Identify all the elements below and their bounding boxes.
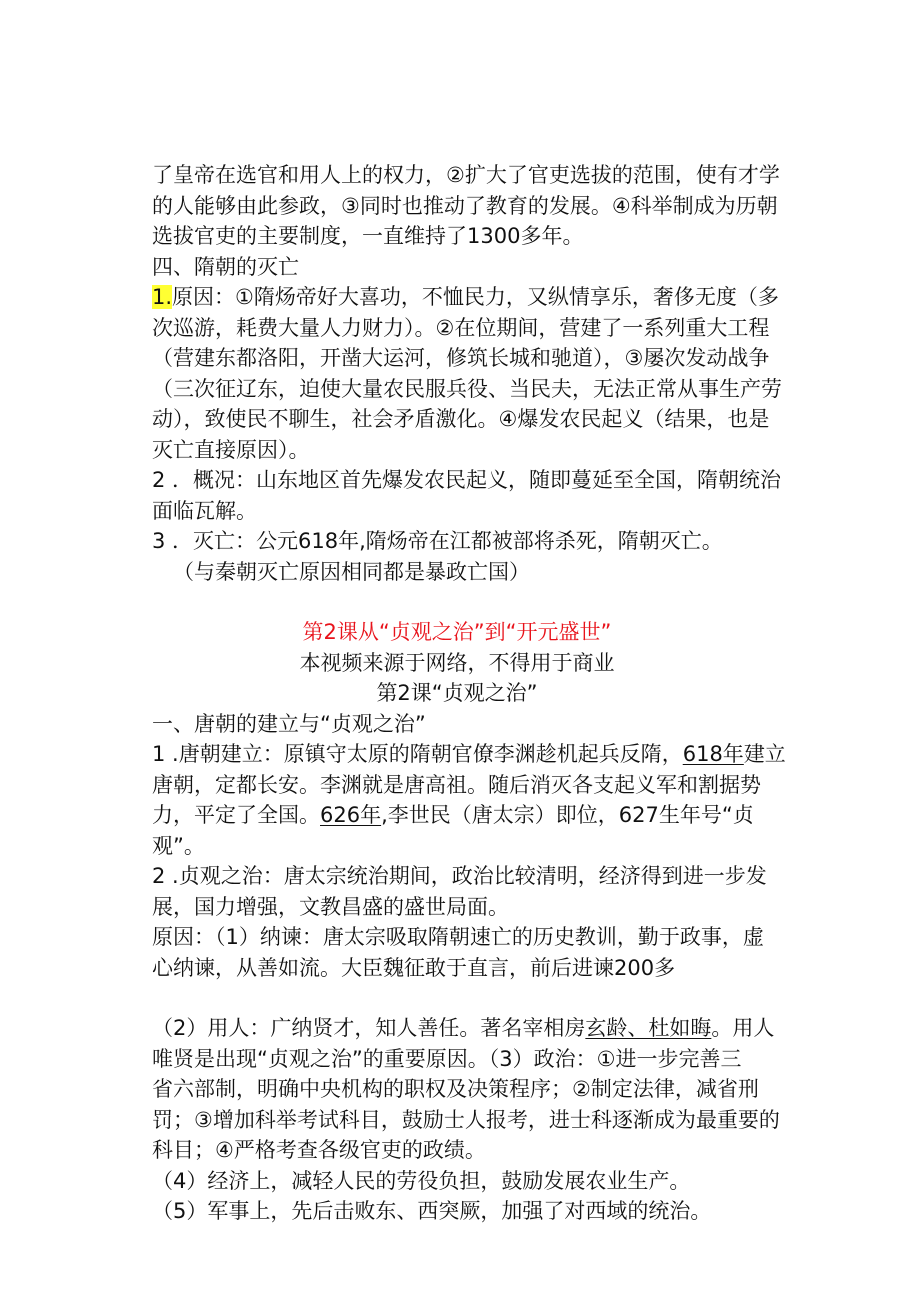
lesson-subtitle: 第2课“贞观之治” (376, 681, 538, 705)
text-line: 次巡游，耗费大量人力财力）。②在位期间，营建了一系列重大工程 (152, 315, 770, 340)
lesson-title: 第2课从“贞观之治”到“开元盛世” (302, 620, 612, 644)
cause-text: 原因：①隋炀帝好大喜功，不恤民力，又纵情享乐，奢侈无度（多 (172, 285, 779, 309)
cause-paragraph-first-line (152, 282, 779, 313)
text-line: 观”。 (152, 833, 205, 858)
text-line: 灭亡直接原因）。 (152, 437, 310, 462)
text-line: 选拔官吏的主要制度，一直维持了1300多年。 (152, 224, 584, 248)
text-line: 原因：（1）纳谏：唐太宗吸取隋朝速亡的历史教训，勤于政事，虚 (152, 925, 764, 949)
text-line: 的人能够由此参政，③同时也推动了教育的发展。④科举制成为历朝 (152, 193, 778, 218)
underlined-year: 618年 (682, 742, 744, 766)
text-line: 展，国力增强，文教昌盛的盛世局面。 (152, 894, 509, 919)
underlined-year: 626年 (320, 803, 382, 827)
highlighted-number-marker: 1. (152, 285, 173, 309)
text-line: 2 .贞观之治：唐太宗统治期间，政治比较清明，经济得到进一步发 (152, 864, 767, 888)
underlined-names: 玄龄、杜如晦 (585, 1016, 712, 1040)
spacer (152, 983, 762, 1013)
spacer (152, 587, 762, 617)
text-span: 。用人 (711, 1016, 775, 1040)
founding-line-3 (152, 800, 762, 831)
text-line: （三次征辽东，迫使大量农民服兵役、当民夫，无法正常从事生产劳 (152, 376, 782, 401)
founding-line-1 (152, 739, 786, 770)
talent-line (152, 1013, 775, 1044)
text-line: 唐朝，定都长安。李渊就是唐高祖。随后消灭各支起义军和割据势 (152, 772, 761, 797)
text-line: （4）经济上，减轻人民的劳役负担，鼓励发展农业生产。 (152, 1168, 691, 1193)
text-line: 唯贤是出现“贞观之治”的重要原因。（3）政治：①进一步完善三 (152, 1046, 742, 1071)
text-span: ,李世民（唐太宗）即位，627生年号“贞 (381, 803, 754, 827)
text-line: 动），致使民不聊生，社会矛盾激化。④爆发农民起义（结果，也是 (152, 407, 770, 431)
text-line: 面临瓦解。 (152, 498, 257, 523)
text-line: 心纳谏，从善如流。大臣魏征敢于直言，前后进谏200多 (152, 955, 676, 980)
document-page (152, 160, 786, 1227)
section-heading-fall-of-sui: 四、隋朝的灭亡 (152, 254, 299, 279)
text-span: （2）用人：广纳贤才，知人善任。著名宰相房 (152, 1016, 586, 1040)
text-line: 科目；④严格考查各级官吏的政绩。 (152, 1138, 486, 1162)
notice-line: 本视频来源于网络，不得用于商业 (299, 650, 615, 675)
text-line: 罚；③增加科举考试科目，鼓励士人报考，进士科逐渐成为最重要的 (152, 1107, 780, 1132)
section-heading-tang-founding: 一、唐朝的建立与“贞观之治” (152, 711, 426, 736)
text-line: 2 ．概况：山东地区首先爆发农民起义，随即蔓延至全国，隋朝统治 (152, 468, 782, 492)
text-span: 力，平定了全国。 (152, 803, 320, 827)
text-line: （营建东都洛阳，开凿大运河，修筑长城和驰道），③屡次发动战争 (152, 346, 770, 370)
text-line: 省六部制，明确中央机构的职权及决策程序；②制定法律，减省刑 (152, 1077, 759, 1101)
text-line: 3 ．灭亡：公元618年,隋炀帝在江都被部将杀死，隋朝灭亡。 (152, 529, 723, 553)
note-line: （与秦朝灭亡原因相同都是暴政亡国） (173, 559, 530, 584)
text-span: 1 .唐朝建立：原镇守太原的隋朝官僚李渊趁机起兵反隋， (152, 742, 683, 766)
text-span: 建立 (743, 742, 786, 766)
text-line: （5）军事上，先后击败东、西突厥，加强了对西域的统治。 (152, 1199, 712, 1223)
text-line: 了皇帝在选官和用人上的权力，②扩大了官吏选拔的范围，使有才学 (152, 163, 780, 187)
